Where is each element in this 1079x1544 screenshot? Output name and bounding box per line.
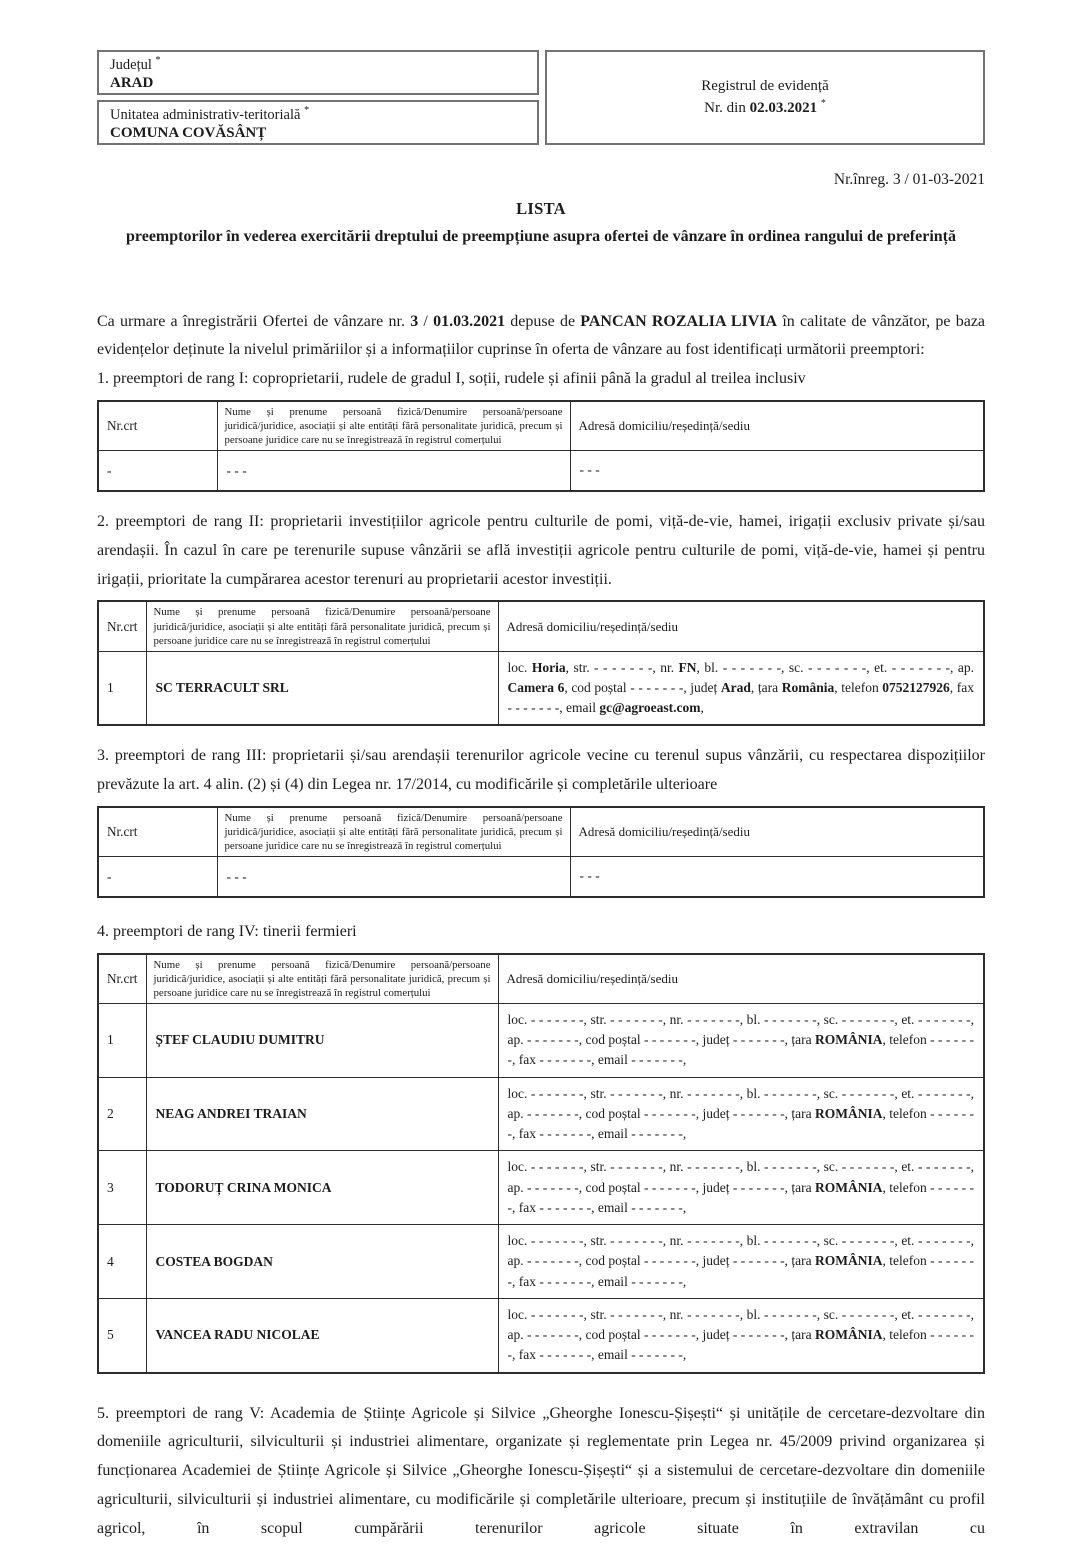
text: , telefon - - - - - - -, fax - - - - - - -, email - - - - - - -, bbox=[507, 1179, 974, 1215]
bold-text: 0752127926 bbox=[882, 679, 950, 695]
text: loc. - - - - - - -, str. - - - - - - -, nr. - - - - - - -, bl. - - - - - - -, sc. - - - - - - -, et. - - - - - - -, ap. - - - - - - -, cod poștal - - - - - - -, județ - - - - - - -, țara bbox=[507, 1306, 974, 1343]
cell-nr: 3 bbox=[98, 1151, 146, 1225]
cell-nr: 2 bbox=[98, 1077, 146, 1151]
bold-text: 01.03.2021 bbox=[433, 312, 506, 330]
header-cell-nr: Nr.crt bbox=[98, 601, 146, 651]
bold-text: VANCEA RADU NICOLAE bbox=[155, 1327, 320, 1343]
cell-name bbox=[146, 1298, 498, 1372]
bold-text: SC TERRACULT SRL bbox=[155, 679, 289, 695]
cell-address: - - - bbox=[570, 857, 984, 898]
cell-name bbox=[146, 1151, 498, 1225]
text: , telefon - - - - - - -, fax - - - - - - -, email - - - - - - -, bbox=[507, 1327, 974, 1363]
header-row bbox=[97, 0, 985, 145]
cell-name bbox=[146, 1225, 498, 1299]
text: , bbox=[700, 700, 704, 716]
county-asterisk: * bbox=[155, 55, 161, 67]
table-row bbox=[98, 1225, 984, 1299]
table-header-row bbox=[98, 601, 984, 651]
rank-2-table bbox=[97, 600, 985, 726]
bold-text: ROMÂNIA bbox=[815, 1105, 883, 1121]
table-row bbox=[98, 857, 984, 898]
text: loc. - - - - - - -, str. - - - - - - -, nr. - - - - - - -, bl. - - - - - - -, sc. - - - - - - -, et. - - - - - - -, ap. - - - - - - -, cod poștal - - - - - - -, județ - - - - - - -, țara bbox=[507, 1233, 974, 1269]
county-label bbox=[110, 56, 526, 74]
cell-address bbox=[498, 651, 984, 725]
cell-nr: 5 bbox=[98, 1298, 146, 1372]
text: Ca urmare a înregistrării Ofertei de vânzare nr. bbox=[97, 312, 411, 330]
page-title: LISTA bbox=[516, 199, 566, 218]
cell-nr: - bbox=[98, 451, 217, 492]
table-row bbox=[98, 1298, 984, 1372]
uat-value: COMUNA COVĂSÂNȚ bbox=[110, 125, 267, 142]
section-4-heading: 4. preemptori de rang IV: tinerii fermieri bbox=[97, 923, 357, 940]
cell-address bbox=[498, 1003, 984, 1077]
intro-paragraph bbox=[97, 308, 985, 366]
uat-asterisk: * bbox=[304, 105, 310, 117]
table-row bbox=[98, 1151, 984, 1225]
registry-line1: Registrul de evidență bbox=[701, 77, 829, 94]
header-cell-name: Nume și prenume persoană fizică/Denumire persoană/persoane juridică/juridice, asociații și alte entități fără personalitate juridică, precum și persoane juridice care nu se înregistrează în registrul comerțului bbox=[146, 954, 498, 1004]
table-row bbox=[98, 451, 984, 492]
bold-text: Horia bbox=[531, 659, 566, 675]
county-value: ARAD bbox=[110, 75, 154, 92]
bold-text: ROMÂNIA bbox=[815, 1179, 883, 1195]
header-cell-address: Adresă domiciliu/reședință/sediu bbox=[498, 954, 984, 1004]
bold-text: TODORUȚ CRINA MONICA bbox=[155, 1179, 332, 1195]
bold-text: COSTEA BOGDAN bbox=[155, 1253, 273, 1269]
text: / bbox=[418, 312, 434, 330]
text: în calitate de vânzător, pe baza evidențelor deținute la nivelul primăriilor și a informațiilor cuprinse în oferta de vânzare au fost identificați următorii preemptori: bbox=[97, 312, 986, 359]
header-cell-name: Nume și prenume persoană fizică/Denumire persoană/persoane juridică/juridice, asociații și alte entități fără personalitate juridică, precum și persoane juridice care nu se înregistrează în registrul comerțului bbox=[217, 807, 570, 857]
cell-name bbox=[146, 1077, 498, 1151]
header-cell-nr: Nr.crt bbox=[98, 954, 146, 1004]
text: loc. - - - - - - -, str. - - - - - - -, nr. - - - - - - -, bl. - - - - - - -, sc. - - - - - - -, et. - - - - - - -, ap. - - - - - - -, cod poștal - - - - - - -, județ - - - - - - -, țara bbox=[507, 1085, 974, 1121]
table-row bbox=[98, 651, 984, 725]
bold-text: 3 bbox=[410, 312, 419, 330]
header-cell-address: Adresă domiciliu/reședință/sediu bbox=[570, 807, 984, 857]
text: loc. - - - - - - -, str. - - - - - - -, nr. - - - - - - -, bl. - - - - - - -, sc. - - - - - - -, et. - - - - - - -, ap. - - - - - - -, cod poștal - - - - - - -, județ - - - - - - -, țara bbox=[507, 1159, 974, 1195]
registry-line2 bbox=[704, 98, 826, 120]
text: , bl. - - - - - - -, sc. - - - - - - -, et. - - - - - - -, ap. bbox=[696, 659, 974, 675]
text: , str. - - - - - - -, nr. bbox=[565, 659, 679, 675]
registration-note: Nr.înreg. 3 / 01-03-2021 bbox=[833, 171, 985, 188]
section-2-heading: 2. preemptori de rang II: proprietarii investițiilor agricole pentru culturile de pomi, viță-de-vie, hamei, irigații exclusiv private și/sau arendașii. În cazul în care pe terenurile supuse vânzării se află investiții agricole pentru culturile de pomi, viță-de-vie, hamei și pentru irigații, prioritate la cumpărarea acestor terenuri au proprietarii acestor investiții. bbox=[97, 513, 985, 588]
text: , telefon - - - - - - -, fax - - - - - - -, email - - - - - - -, bbox=[507, 1032, 974, 1068]
cell-address bbox=[498, 1077, 984, 1151]
text: , cod poștal - - - - - - -, județ bbox=[564, 679, 721, 695]
bold-text: NEAG ANDREI TRAIAN bbox=[155, 1106, 307, 1122]
page-subtitle: preemptorilor în vederea exercitării dreptului de preempțiune asupra ofertei de vânzare în ordinea rangului de preferință bbox=[126, 228, 956, 245]
registry-date: 02.03.2021 bbox=[749, 99, 818, 116]
header-cell-address: Adresă domiciliu/reședință/sediu bbox=[498, 601, 984, 651]
cell-nr: - bbox=[98, 857, 217, 898]
cell-name bbox=[146, 1003, 498, 1077]
table-header-row bbox=[98, 401, 984, 451]
header-left-column bbox=[97, 50, 539, 145]
bold-text: ROMÂNIA bbox=[815, 1032, 883, 1048]
cell-name bbox=[146, 651, 498, 725]
text: , telefon - - - - - - -, fax - - - - - - -, email - - - - - - -, bbox=[507, 1253, 974, 1289]
header-cell-nr: Nr.crt bbox=[98, 401, 217, 451]
table-row bbox=[98, 1003, 984, 1077]
table-header-row bbox=[98, 954, 984, 1004]
bold-text: ROMÂNIA bbox=[815, 1253, 883, 1269]
text: , fax - - - - - - -, email bbox=[507, 679, 975, 716]
cell-nr: 1 bbox=[98, 651, 146, 725]
text: loc. - - - - - - -, str. - - - - - - -, nr. - - - - - - -, bl. - - - - - - -, sc. - - - - - - -, et. - - - - - - -, ap. - - - - - - -, cod poștal - - - - - - -, județ - - - - - - -, țara bbox=[507, 1011, 974, 1048]
county-box bbox=[97, 50, 539, 95]
section-1-heading: 1. preemptori de rang I: coproprietarii, rudele de gradul I, soții, rudele și afinii până la gradul al treilea inclusiv bbox=[97, 370, 806, 388]
table-row bbox=[98, 1077, 984, 1151]
registry-box bbox=[545, 50, 985, 145]
cell-address: - - - bbox=[570, 451, 984, 492]
section-5-paragraph: 5. preemptori de rang V: Academia de Științe Agricole și Silvice „Gheorghe Ionescu-Șișești“ și unitățile de cercetare-dezvoltare din domeniile agriculturii, silviculturii și industriei alimentare, organizate și reglementate prin Legea nr. 45/2009 privind organizarea și funcționarea Academiei de Științe Agricole și Silvice „Gheorghe Ionescu-Șișești“ și a sistemului de cercetare-dezvoltare din domeniile agriculturii, silviculturii și industriei alimentare, cu modificările și completările ulterioare, precum și instituțiile de învățământ cu profil agricol, în scopul cumpărării terenurilor agricole situate în extravilan cu bbox=[97, 1404, 985, 1537]
bold-text: Camera 6 bbox=[507, 679, 565, 695]
bold-text: FN bbox=[678, 659, 697, 675]
cell-address bbox=[498, 1225, 984, 1299]
header-cell-name: Nume și prenume persoană fizică/Denumire persoană/persoane juridică/juridice, asociații și alte entități fără personalitate juridică, precum și persoane juridice care nu se înregistrează în registrul comerțului bbox=[217, 401, 570, 451]
cell-nr: 1 bbox=[98, 1003, 146, 1077]
uat-box bbox=[97, 100, 539, 145]
header-cell-nr: Nr.crt bbox=[98, 807, 217, 857]
rank-3-table bbox=[97, 806, 985, 898]
bold-text: Arad bbox=[720, 679, 751, 695]
cell-address bbox=[498, 1298, 984, 1372]
county-label-text: Județul bbox=[110, 57, 152, 73]
bold-text: gc@agroeast.com bbox=[599, 700, 701, 716]
bold-text: PANCAN ROZALIA LIVIA bbox=[580, 312, 778, 330]
text: , țara bbox=[750, 679, 782, 695]
cell-nr: 4 bbox=[98, 1225, 146, 1299]
header-cell-name: Nume și prenume persoană fizică/Denumire persoană/persoane juridică/juridice, asociații și alte entități fără personalitate juridică, precum și persoane juridice care nu se înregistrează în registrul comerțului bbox=[146, 601, 498, 651]
uat-label bbox=[110, 106, 526, 124]
text: , telefon bbox=[834, 679, 883, 695]
rank-1-table bbox=[97, 400, 985, 492]
text: depuse de bbox=[505, 312, 581, 330]
section-3-heading: 3. preemptori de rang III: proprietarii și/sau arendașii terenurilor agricole vecine cu terenul supus vânzării, cu respectarea dispozițiilor prevăzute la art. 4 alin. (2) și (4) din Legea nr. 17/2014, cu modificările și completările ulterioare bbox=[97, 747, 985, 794]
table-header-row bbox=[98, 807, 984, 857]
bold-text: ROMÂNIA bbox=[815, 1327, 883, 1343]
text: , telefon - - - - - - -, fax - - - - - - -, email - - - - - - -, bbox=[507, 1105, 974, 1142]
bold-text: România bbox=[781, 679, 835, 695]
registry-asterisk: * bbox=[820, 97, 826, 109]
text: loc. bbox=[507, 659, 532, 675]
cell-name: - - - bbox=[217, 451, 570, 492]
cell-address bbox=[498, 1151, 984, 1225]
registry-line2-prefix: Nr. din bbox=[704, 99, 750, 116]
bold-text: ȘTEF CLAUDIU DUMITRU bbox=[155, 1032, 325, 1048]
header-cell-address: Adresă domiciliu/reședință/sediu bbox=[570, 401, 984, 451]
uat-label-text: Unitatea administrativ-teritorială bbox=[110, 107, 301, 123]
cell-name: - - - bbox=[217, 857, 570, 898]
rank-4-table bbox=[97, 953, 985, 1374]
